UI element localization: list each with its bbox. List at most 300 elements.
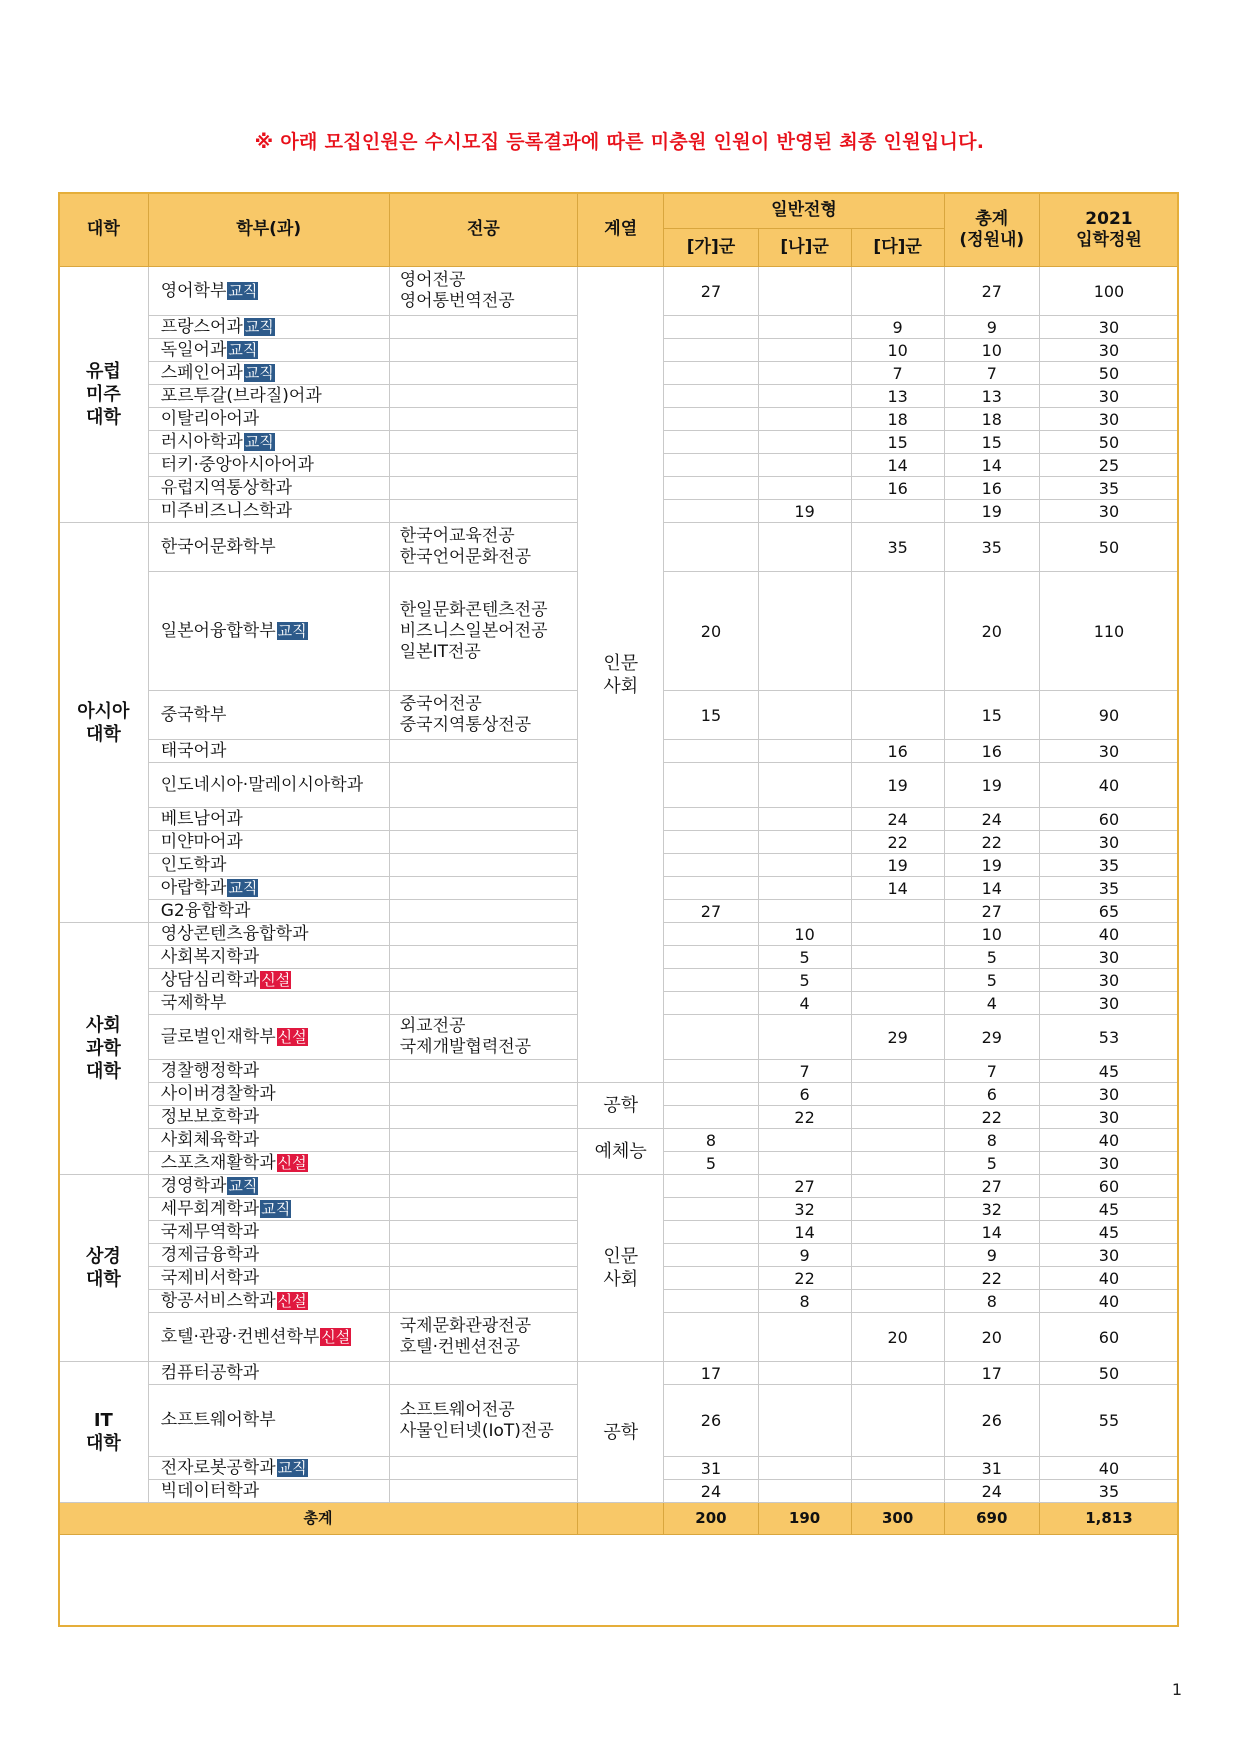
header-da: [다]군 — [851, 229, 944, 267]
college-cell-social — [59, 923, 149, 1175]
department-name: 국제무역학과 — [160, 1221, 260, 1242]
cell-na — [758, 1385, 851, 1457]
department-cell — [148, 477, 389, 500]
page-number: 1 — [1171, 1680, 1182, 1699]
teacher-cert-badge: 교직 — [244, 317, 274, 336]
cell-quota: 35 — [1039, 477, 1178, 500]
cell-quota: 30 — [1039, 500, 1178, 523]
cell-da — [851, 900, 944, 923]
cell-na — [758, 1313, 851, 1362]
major-cell — [389, 385, 577, 408]
cell-quota: 30 — [1039, 1244, 1178, 1267]
cell-ga — [664, 431, 758, 454]
cell-na — [758, 316, 851, 339]
cell-da: 19 — [851, 854, 944, 877]
stack-line: 국제문화관광전공 — [399, 1316, 532, 1336]
college-cell-it — [59, 1362, 149, 1503]
track-cell-arts: 예체능 — [578, 1129, 664, 1175]
cell-da — [851, 923, 944, 946]
cell-na — [758, 1362, 851, 1385]
table-row — [59, 1362, 1179, 1385]
department-cell — [148, 1221, 389, 1244]
header-admission: 2021 입학정원 — [1039, 193, 1178, 267]
cell-ga — [664, 454, 758, 477]
cell-total: 4 — [944, 992, 1039, 1015]
department-cell — [148, 1362, 389, 1385]
cell-total: 17 — [944, 1362, 1039, 1385]
header-total: 총계 (정원내) — [944, 193, 1039, 267]
cell-quota: 35 — [1039, 877, 1178, 900]
department-cell — [148, 763, 389, 808]
cell-quota: 30 — [1039, 1152, 1178, 1175]
cell-quota: 25 — [1039, 454, 1178, 477]
department-name: 인도학과 — [160, 854, 227, 875]
stack-line: 한일문화콘텐츠전공 — [399, 599, 548, 620]
college-cell-business — [59, 1175, 149, 1362]
table-row — [59, 1129, 1179, 1152]
teacher-cert-badge: 교직 — [261, 1199, 291, 1218]
cell-total: 19 — [944, 763, 1039, 808]
department-cell — [148, 523, 389, 572]
cell-quota: 45 — [1039, 1221, 1178, 1244]
cell-da — [851, 1457, 944, 1480]
department-cell — [148, 362, 389, 385]
department-cell — [148, 454, 389, 477]
cell-ga — [664, 763, 758, 808]
cell-quota: 40 — [1039, 1267, 1178, 1290]
cell-total: 24 — [944, 1480, 1039, 1503]
department-name: 항공서비스학과 — [160, 1290, 276, 1311]
stack-line: 대학 — [85, 1433, 121, 1454]
department-cell — [148, 500, 389, 523]
new-dept-badge: 신설 — [321, 1327, 351, 1346]
cell-quota: 30 — [1039, 969, 1178, 992]
totals-track-empty — [578, 1503, 664, 1535]
cell-da: 14 — [851, 877, 944, 900]
cell-ga: 24 — [664, 1480, 758, 1503]
major-cell — [389, 1198, 577, 1221]
cell-total: 35 — [944, 523, 1039, 572]
cell-total: 7 — [944, 362, 1039, 385]
stack-line: 중국지역통상전공 — [399, 715, 532, 735]
cell-quota: 30 — [1039, 408, 1178, 431]
department-cell — [148, 339, 389, 362]
department-cell — [148, 808, 389, 831]
cell-quota: 65 — [1039, 900, 1178, 923]
cell-quota: 30 — [1039, 1083, 1178, 1106]
cell-na — [758, 477, 851, 500]
cell-total: 9 — [944, 316, 1039, 339]
totals-da: 300 — [851, 1503, 944, 1535]
department-name: 영어학부 — [160, 280, 227, 301]
department-name: 프랑스어과 — [160, 316, 243, 337]
major-cell — [389, 1480, 577, 1503]
cell-na: 9 — [758, 1244, 851, 1267]
cell-ga: 5 — [664, 1152, 758, 1175]
cell-ga — [664, 969, 758, 992]
totals-label: 총계 — [59, 1503, 578, 1535]
cell-da: 22 — [851, 831, 944, 854]
cell-ga — [664, 362, 758, 385]
cell-da — [851, 1362, 944, 1385]
cell-total: 5 — [944, 946, 1039, 969]
cell-quota: 50 — [1039, 362, 1178, 385]
cell-total: 9 — [944, 1244, 1039, 1267]
department-name: 영상콘텐츠융합학과 — [160, 923, 309, 944]
cell-total: 6 — [944, 1083, 1039, 1106]
department-name: 빅데이터학과 — [160, 1480, 260, 1501]
cell-ga — [664, 1313, 758, 1362]
cell-quota: 40 — [1039, 1290, 1178, 1313]
cell-total: 31 — [944, 1457, 1039, 1480]
cell-total: 27 — [944, 1175, 1039, 1198]
department-cell — [148, 1015, 389, 1060]
major-cell — [389, 946, 577, 969]
department-cell — [148, 854, 389, 877]
stack-line: 영어통번역전공 — [399, 291, 515, 311]
stack-line: 과학 — [85, 1038, 121, 1059]
stack-line: 미주 — [85, 384, 121, 405]
teacher-cert-badge: 교직 — [228, 878, 258, 897]
cell-total: 19 — [944, 854, 1039, 877]
cell-total: 14 — [944, 1221, 1039, 1244]
department-name: 한국어문화학부 — [160, 536, 276, 557]
cell-total: 18 — [944, 408, 1039, 431]
cell-na: 5 — [758, 969, 851, 992]
cell-total: 13 — [944, 385, 1039, 408]
cell-quota: 110 — [1039, 572, 1178, 691]
cell-na — [758, 763, 851, 808]
cell-quota: 40 — [1039, 1129, 1178, 1152]
cell-total: 16 — [944, 740, 1039, 763]
cell-quota: 30 — [1039, 1106, 1178, 1129]
cell-total: 7 — [944, 1060, 1039, 1083]
major-cell — [389, 763, 577, 808]
track-cell-humanities — [578, 267, 664, 1083]
cell-na — [758, 339, 851, 362]
cell-total: 26 — [944, 1385, 1039, 1457]
cell-da: 18 — [851, 408, 944, 431]
department-cell — [148, 408, 389, 431]
major-cell — [389, 431, 577, 454]
stack-line: 사회 — [85, 1015, 121, 1036]
table-row — [59, 1083, 1179, 1106]
cell-total: 8 — [944, 1290, 1039, 1313]
cell-total: 15 — [944, 431, 1039, 454]
cell-total: 29 — [944, 1015, 1039, 1060]
cell-da: 16 — [851, 477, 944, 500]
cell-da: 14 — [851, 454, 944, 477]
department-name: 호텔·관광·컨벤션학부 — [160, 1326, 320, 1347]
totals-ga: 200 — [664, 1503, 758, 1535]
cell-da: 24 — [851, 808, 944, 831]
cell-total: 19 — [944, 500, 1039, 523]
cell-quota: 30 — [1039, 385, 1178, 408]
cell-da — [851, 1385, 944, 1457]
cell-ga — [664, 1175, 758, 1198]
major-cell — [389, 923, 577, 946]
cell-total: 22 — [944, 1267, 1039, 1290]
department-name: 사회복지학과 — [160, 946, 260, 967]
cell-da — [851, 1290, 944, 1313]
cell-da — [851, 500, 944, 523]
cell-total: 14 — [944, 877, 1039, 900]
cell-ga — [664, 808, 758, 831]
cell-na: 32 — [758, 1198, 851, 1221]
track-cell-engineering: 공학 — [578, 1083, 664, 1129]
cell-na — [758, 1480, 851, 1503]
major-cell — [389, 1244, 577, 1267]
stack-line: IT — [93, 1410, 113, 1431]
cell-ga — [664, 500, 758, 523]
major-cell — [389, 740, 577, 763]
department-cell — [148, 1313, 389, 1362]
department-name: 유럽지역통상학과 — [160, 477, 293, 498]
cell-total: 5 — [944, 1152, 1039, 1175]
major-cell — [389, 969, 577, 992]
stack-line: 외교전공 — [399, 1016, 466, 1036]
cell-total: 22 — [944, 831, 1039, 854]
cell-da — [851, 1106, 944, 1129]
major-cell — [389, 1385, 577, 1457]
department-name: 포르투갈(브라질)어과 — [160, 385, 322, 406]
department-name: 스페인어과 — [160, 362, 243, 383]
major-cell — [389, 1152, 577, 1175]
cell-total: 16 — [944, 477, 1039, 500]
cell-da — [851, 1060, 944, 1083]
cell-total: 32 — [944, 1198, 1039, 1221]
department-cell — [148, 1129, 389, 1152]
cell-quota: 30 — [1039, 946, 1178, 969]
department-name: 정보보호학과 — [160, 1106, 260, 1127]
cell-quota: 60 — [1039, 1313, 1178, 1362]
cell-total: 10 — [944, 923, 1039, 946]
cell-da: 19 — [851, 763, 944, 808]
department-cell — [148, 740, 389, 763]
department-name: 미얀마어과 — [160, 831, 243, 852]
department-cell — [148, 969, 389, 992]
department-name: 경제금융학과 — [160, 1244, 260, 1265]
cell-total: 5 — [944, 969, 1039, 992]
stack-line: 호텔·컨벤션전공 — [399, 1337, 521, 1357]
cell-quota: 50 — [1039, 523, 1178, 572]
cell-ga — [664, 854, 758, 877]
cell-da: 7 — [851, 362, 944, 385]
cell-ga — [664, 1198, 758, 1221]
stack-line: 중국어전공 — [399, 694, 482, 714]
department-cell — [148, 1457, 389, 1480]
major-cell — [389, 900, 577, 923]
header-department: 학부(과) — [148, 193, 389, 267]
cell-na — [758, 408, 851, 431]
cell-total: 14 — [944, 454, 1039, 477]
cell-ga: 8 — [664, 1129, 758, 1152]
department-name: 세무회계학과 — [160, 1198, 260, 1219]
cell-quota: 40 — [1039, 763, 1178, 808]
cell-da — [851, 572, 944, 691]
cell-da — [851, 691, 944, 740]
cell-ga — [664, 877, 758, 900]
department-cell — [148, 923, 389, 946]
cell-ga: 26 — [664, 1385, 758, 1457]
stack-line: 유럽 — [85, 361, 121, 382]
cell-quota: 55 — [1039, 1385, 1178, 1457]
cell-na: 22 — [758, 1106, 851, 1129]
cell-ga — [664, 831, 758, 854]
cell-ga — [664, 523, 758, 572]
cell-na: 22 — [758, 1267, 851, 1290]
totals-quota: 1,813 — [1039, 1503, 1178, 1535]
cell-quota: 30 — [1039, 339, 1178, 362]
department-cell — [148, 1385, 389, 1457]
cell-quota: 35 — [1039, 854, 1178, 877]
cell-ga — [664, 1106, 758, 1129]
cell-na — [758, 523, 851, 572]
cell-na — [758, 1015, 851, 1060]
cell-ga — [664, 992, 758, 1015]
cell-na — [758, 267, 851, 316]
teacher-cert-badge: 교직 — [228, 340, 258, 359]
major-cell — [389, 267, 577, 316]
cell-da — [851, 1198, 944, 1221]
major-cell — [389, 1083, 577, 1106]
cell-total: 15 — [944, 691, 1039, 740]
stack-line: 아시아 — [77, 700, 130, 722]
major-cell — [389, 1175, 577, 1198]
department-cell — [148, 316, 389, 339]
cell-da — [851, 946, 944, 969]
cell-da — [851, 267, 944, 316]
stack-line: 인문 — [603, 1246, 639, 1267]
cell-da: 13 — [851, 385, 944, 408]
department-cell — [148, 1267, 389, 1290]
cell-ga — [664, 316, 758, 339]
header-major: 전공 — [389, 193, 577, 267]
major-cell — [389, 1060, 577, 1083]
stack-line: 상경 — [85, 1246, 121, 1267]
cell-ga — [664, 1060, 758, 1083]
major-cell — [389, 454, 577, 477]
cell-na — [758, 854, 851, 877]
stack-line: 국제개발협력전공 — [399, 1037, 532, 1057]
cell-quota: 30 — [1039, 992, 1178, 1015]
department-cell — [148, 1244, 389, 1267]
department-cell — [148, 877, 389, 900]
cell-da: 15 — [851, 431, 944, 454]
cell-total: 24 — [944, 808, 1039, 831]
cell-quota: 35 — [1039, 1480, 1178, 1503]
cell-na — [758, 808, 851, 831]
cell-na — [758, 900, 851, 923]
department-cell — [148, 831, 389, 854]
department-name: 컴퓨터공학과 — [160, 1362, 260, 1383]
totals-row — [59, 1503, 1179, 1535]
department-cell — [148, 385, 389, 408]
major-cell — [389, 1267, 577, 1290]
cell-quota: 60 — [1039, 1175, 1178, 1198]
cell-ga — [664, 1290, 758, 1313]
cell-na — [758, 454, 851, 477]
cell-da — [851, 1175, 944, 1198]
cell-ga — [664, 1244, 758, 1267]
department-name: 이탈리아어과 — [160, 408, 260, 429]
department-cell — [148, 1480, 389, 1503]
cell-na: 7 — [758, 1060, 851, 1083]
major-cell — [389, 316, 577, 339]
cell-total: 27 — [944, 267, 1039, 316]
department-cell — [148, 1083, 389, 1106]
teacher-cert-badge: 교직 — [244, 432, 274, 451]
department-cell — [148, 900, 389, 923]
major-cell — [389, 362, 577, 385]
cell-da — [851, 1221, 944, 1244]
cell-na: 5 — [758, 946, 851, 969]
new-dept-badge: 신설 — [277, 1153, 307, 1172]
cell-da — [851, 969, 944, 992]
major-cell — [389, 808, 577, 831]
stack-line: 사회 — [603, 1269, 639, 1290]
department-cell — [148, 1106, 389, 1129]
department-cell — [148, 992, 389, 1015]
stack-line: 일본IT전공 — [399, 641, 481, 662]
cell-na — [758, 1129, 851, 1152]
stack-line: 한국어교육전공 — [399, 526, 515, 546]
cell-na — [758, 740, 851, 763]
cell-na: 8 — [758, 1290, 851, 1313]
cell-quota: 53 — [1039, 1015, 1178, 1060]
new-dept-badge: 신설 — [277, 1027, 307, 1046]
stack-line: 대학 — [85, 1269, 121, 1290]
cell-total: 20 — [944, 1313, 1039, 1362]
department-name: 인도네시아·말레이시아학과 — [160, 774, 364, 795]
cell-ga — [664, 1221, 758, 1244]
department-name: 사이버경찰학과 — [160, 1083, 276, 1104]
stack-line: 사물인터넷(IoT)전공 — [399, 1420, 554, 1441]
teacher-cert-badge: 교직 — [277, 1458, 307, 1477]
cell-total: 20 — [944, 572, 1039, 691]
teacher-cert-badge: 교직 — [228, 281, 258, 300]
header-na: [나]군 — [758, 229, 851, 267]
cell-da — [851, 1267, 944, 1290]
teacher-cert-badge: 교직 — [244, 363, 274, 382]
department-name: 일본어융합학부 — [160, 620, 276, 641]
cell-quota: 45 — [1039, 1060, 1178, 1083]
cell-ga — [664, 339, 758, 362]
cell-na: 10 — [758, 923, 851, 946]
cell-da — [851, 1152, 944, 1175]
cell-quota: 90 — [1039, 691, 1178, 740]
major-cell — [389, 1457, 577, 1480]
stack-line: 사회 — [603, 675, 639, 697]
department-name: 상담심리학과 — [160, 969, 260, 990]
cell-da — [851, 1083, 944, 1106]
header-ga: [가]군 — [664, 229, 758, 267]
department-cell — [148, 1152, 389, 1175]
cell-na — [758, 1152, 851, 1175]
stack-line: 대학 — [85, 723, 121, 745]
cell-da: 16 — [851, 740, 944, 763]
department-cell — [148, 946, 389, 969]
major-cell — [389, 691, 577, 740]
stack-line: 한국언어문화전공 — [399, 547, 532, 567]
department-cell — [148, 691, 389, 740]
major-cell — [389, 477, 577, 500]
header-general: 일반전형 — [664, 193, 944, 229]
cell-da: 10 — [851, 339, 944, 362]
cell-da: 9 — [851, 316, 944, 339]
cell-ga — [664, 1267, 758, 1290]
totals-na: 190 — [758, 1503, 851, 1535]
